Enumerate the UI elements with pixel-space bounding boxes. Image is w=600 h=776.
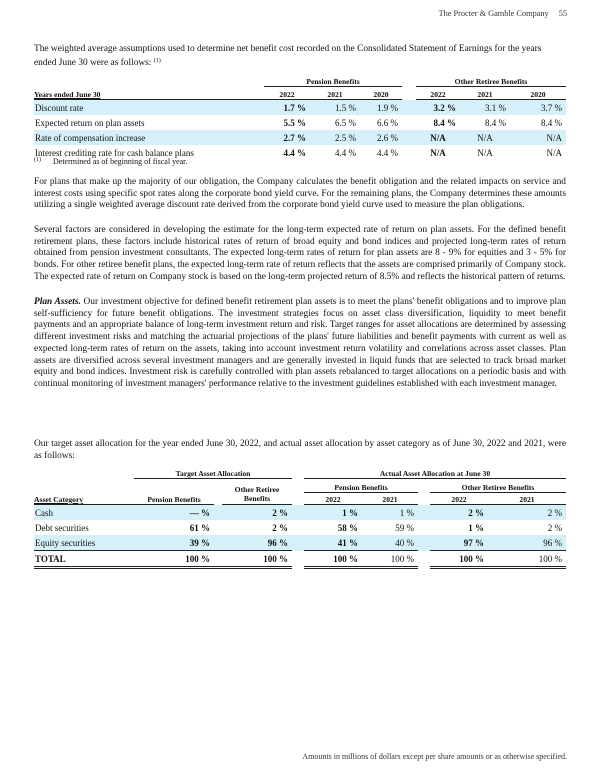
row-label: Interest crediting rate for cash balance plans: [35, 147, 194, 158]
cell: 3.7 %: [510, 100, 566, 116]
page-header: [439, 9, 567, 18]
group-other-retiree-benefits: Other Retiree Benefits: [416, 72, 566, 87]
year-col: 2021: [362, 493, 418, 505]
row-label: Rate of compensation increase: [34, 130, 264, 145]
page-footer: Amounts in millions of dollars except per share amounts or as otherwise specified.: [302, 752, 567, 761]
cell: — %: [134, 505, 214, 521]
cell: 2 %: [430, 505, 488, 521]
cell: 100 %: [304, 551, 362, 568]
cell: N/A: [477, 147, 493, 158]
row-label: Cash: [34, 505, 134, 521]
cell: 100 %: [430, 551, 488, 568]
paragraph-asset-allocation: Our target asset allocation for the year ended June 30, 2022, and actual asset allocation by asset category as of June 30, 2022 and 2021, were as follows:: [34, 439, 566, 461]
allocation-column-header: [34, 493, 566, 505]
cell: 100 %: [362, 551, 418, 568]
intro-text: The weighted average assumptions used to determine net benefit cost recorded on the Consolidated Statement of Earnings for the years ended June 30 were as follows:: [34, 44, 542, 68]
col-target-other-retiree: Other Retiree Benefits: [222, 479, 292, 505]
group-target-allocation: Target Asset Allocation: [134, 466, 292, 479]
cell: 1 %: [468, 522, 484, 533]
cell: 4.4 %: [283, 147, 306, 158]
subgroup-other-retiree-benefits: Other Retiree Benefits: [430, 479, 566, 493]
cell: 2.7 %: [264, 130, 310, 145]
year-col: 2022: [430, 493, 488, 505]
plan-assets-lead: Plan Assets.: [34, 297, 81, 307]
assumptions-year-header: [34, 87, 566, 100]
table-row: [34, 535, 566, 551]
paragraph-expected-return: Several factors are considered in developing the estimate for the long-term expected rate of return on plan assets. For the defined benefit retirement plans, these factors include historical rates of return of broad equity and bond indices and projected long-term rates of return obtained from pension investment consultants. The expected long-term rates of return for plan assets are 8 - 9% for equities and 3 - 5% for bonds. For other retiree benefit plans, the expected long-term rate of return reflects that the assets are comprised primarily of Company stock. The expected rate of return on Company stock is based on the long-term projected return of 8.5% and reflects the historical pattern of returns.: [34, 225, 566, 282]
row-label: Equity securities: [34, 535, 134, 551]
year-col: 2022: [264, 87, 310, 100]
cell: N/A: [416, 130, 460, 145]
cell: 2 %: [222, 505, 292, 521]
year-col: 2022: [304, 493, 362, 505]
intro-paragraph: [34, 43, 566, 69]
cell: 8.4 %: [541, 117, 562, 128]
cell: 40 %: [362, 535, 418, 551]
allocation-group-header: [34, 466, 566, 479]
col-target-pension: Pension Benefits: [134, 493, 214, 505]
cell: 39 %: [134, 535, 214, 551]
cell: 2.6 %: [360, 130, 402, 145]
cell: 100 %: [134, 551, 214, 568]
cell: 96 %: [488, 535, 566, 551]
cell: 1 %: [304, 505, 362, 521]
cell: 8.4 %: [433, 117, 456, 128]
plan-assets-text: Our investment objective for defined benefit retirement plan assets is to meet the plans' benefit obligations and to improve plan self-sufficiency for future benefit obligations. The investment strategies focus on asset class diversification, liquidity to meet benefit payments and an appropriate balance of long-term investment return and risk. Target ranges for asset allocations are determined by assessing different investment risks and matching the actuarial projections of the plans' future liabilities and benefit payments with current as well as expected long-term rates of return on the assets, taking into account investment return volatility and correlations across asset classes. Plan assets are diversified across several investment managers and are generally invested in liquid funds that are selected to track broad market equity and bond indices. Investment risk is carefully controlled with plan assets rebalanced to target allocations on a periodic basis and with continual monitoring of investment managers' performance relative to the investment guidelines established with each investment manager.: [34, 297, 566, 389]
cell: 6.6 %: [377, 117, 398, 128]
cell: 61 %: [189, 522, 210, 533]
total-row: [34, 551, 566, 568]
year-col: 2020: [360, 87, 402, 100]
cell: 100 %: [488, 551, 566, 568]
cell: 4.4 %: [335, 147, 356, 158]
table-row: [34, 100, 566, 116]
col-asset-category: Asset Category: [34, 493, 134, 505]
table-row: [34, 505, 566, 521]
asset-allocation-table: [34, 466, 566, 569]
subgroup-pension-benefits: Pension Benefits: [304, 479, 418, 493]
paragraph-plan-assets: [34, 297, 566, 391]
row-label: Expected return on plan assets: [35, 117, 145, 128]
cell: N/A: [460, 130, 510, 145]
cell: N/A: [510, 130, 566, 145]
total-label: TOTAL: [34, 551, 134, 568]
cell: 3.2 %: [416, 100, 460, 116]
table-row: [34, 130, 566, 145]
cell: N/A: [546, 147, 562, 158]
row-label: Debt securities: [35, 522, 89, 533]
cell: N/A: [430, 147, 446, 158]
group-actual-allocation: Actual Asset Allocation at June 30: [304, 466, 566, 479]
row-label: Discount rate: [34, 100, 264, 116]
cell: 97 %: [430, 535, 488, 551]
cell: 41 %: [304, 535, 362, 551]
intro-footnote-ref: (1): [153, 58, 161, 64]
cell: 59 %: [395, 522, 414, 533]
cell: 2 %: [272, 522, 288, 533]
cell: 4.4 %: [377, 147, 398, 158]
cell: 1.9 %: [360, 100, 402, 116]
cell: 100 %: [222, 551, 292, 568]
cell: 1.7 %: [264, 100, 310, 116]
footnote-marker: (1): [34, 157, 41, 163]
footnote-text: Determined as of beginning of fiscal year.: [53, 157, 188, 166]
assumptions-table: [34, 72, 566, 160]
header-company: The Procter & Gamble Company: [438, 9, 549, 18]
cell: 3.1 %: [460, 100, 510, 116]
table-row: [34, 520, 566, 535]
year-col: 2021: [488, 493, 566, 505]
cell: 96 %: [222, 535, 292, 551]
cell: 2 %: [547, 522, 562, 533]
cell: 2 %: [488, 505, 566, 521]
cell: 1.5 %: [310, 100, 360, 116]
row-header-years-ended: Years ended June 30: [34, 87, 264, 100]
year-col: 2021: [460, 87, 510, 100]
cell: 1 %: [362, 505, 418, 521]
table-row: [34, 115, 566, 130]
paragraph-discount-rate: For plans that make up the majority of our obligation, the Company calculates the benefit obligation and the related impacts on service and interest costs using specific spot rates along the corporate bond yield curve. For the remaining plans, the Company determines these amounts utilizing a single weighted average discount rate derived from the corporate bond yield curve used to measure the plan obligations.: [34, 177, 566, 211]
allocation-subgroup-header: [34, 479, 566, 493]
cell: 8.4 %: [485, 117, 506, 128]
cell: 58 %: [337, 522, 358, 533]
footnote: [34, 157, 187, 166]
header-page-number: 55: [558, 9, 567, 18]
group-pension-benefits: Pension Benefits: [264, 72, 402, 87]
year-col: 2022: [416, 87, 460, 100]
year-col: 2020: [510, 87, 566, 100]
cell: 6.5 %: [335, 117, 356, 128]
cell: 5.5 %: [283, 117, 306, 128]
cell: 2.5 %: [310, 130, 360, 145]
assumptions-group-header: [34, 72, 566, 87]
year-col: 2021: [310, 87, 360, 100]
